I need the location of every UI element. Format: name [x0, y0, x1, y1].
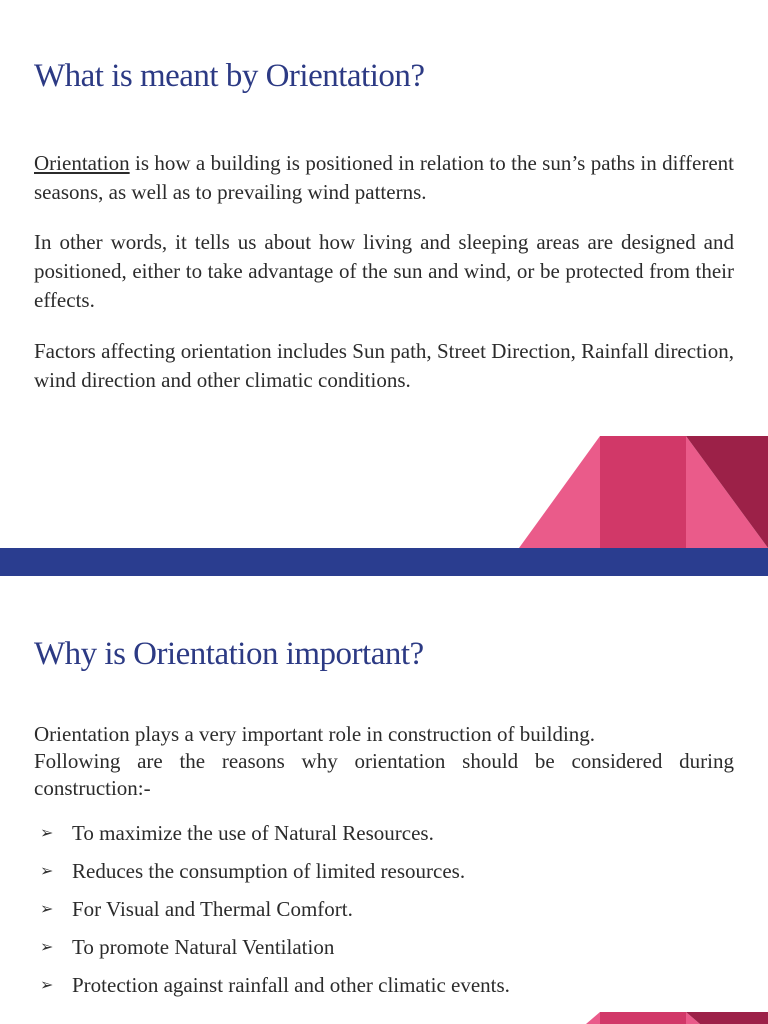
triangle-crimson	[686, 1012, 768, 1024]
arrowhead-bullet-icon: ➢	[40, 823, 54, 842]
block-mid	[600, 436, 686, 548]
intro-line-1: Orientation plays a very important role in construction of building.	[34, 722, 596, 746]
intro-line-2: Following are the reasons why orientation should be considered during construction:-	[34, 749, 734, 800]
in-other-words-paragraph: In other words, it tells us about how living and sleeping areas are designed and positioned, either to take advantage of the sun and wind, or be protected from their effects.	[34, 230, 734, 312]
list-item-text: Reduces the consumption of limited resources.	[72, 859, 466, 883]
list-item	[40, 858, 740, 896]
list-item-text: Protection against rainfall and other climatic events.	[72, 973, 510, 997]
list-item-text: To maximize the use of Natural Resources.	[72, 821, 434, 845]
intro-paragraph	[34, 721, 734, 802]
list-item-text: To promote Natural Ventilation	[72, 935, 335, 959]
arrowhead-bullet-icon: ➢	[40, 937, 54, 956]
slide-why-orientation-important	[0, 576, 768, 1024]
slide-title: What is meant by Orientation?	[34, 58, 425, 94]
arrowhead-bullet-icon: ➢	[40, 899, 54, 918]
list-item	[40, 934, 740, 972]
triangle-light-left	[519, 436, 600, 548]
factors-paragraph: Factors affecting orientation includes Sun path, Street Direction, Rainfall direction, wind direction and other climatic conditions.	[34, 339, 734, 392]
definition-text: is how a building is positioned in relation to the sun’s paths in different seasons, as well as to prevailing wind patterns.	[34, 151, 734, 204]
block-mid	[600, 1012, 686, 1024]
divider-band	[0, 548, 768, 576]
list-item	[40, 896, 740, 934]
decorative-triangles-partial	[0, 1004, 768, 1024]
slide-title: Why is Orientation important?	[34, 636, 424, 672]
reasons-list	[40, 820, 740, 1010]
triangle-light-left	[586, 1012, 600, 1024]
arrowhead-bullet-icon: ➢	[40, 861, 54, 880]
list-item-text: For Visual and Thermal Comfort.	[72, 897, 353, 921]
term-orientation: Orientation	[34, 151, 130, 175]
list-item	[40, 820, 740, 858]
arrowhead-bullet-icon: ➢	[40, 975, 54, 994]
